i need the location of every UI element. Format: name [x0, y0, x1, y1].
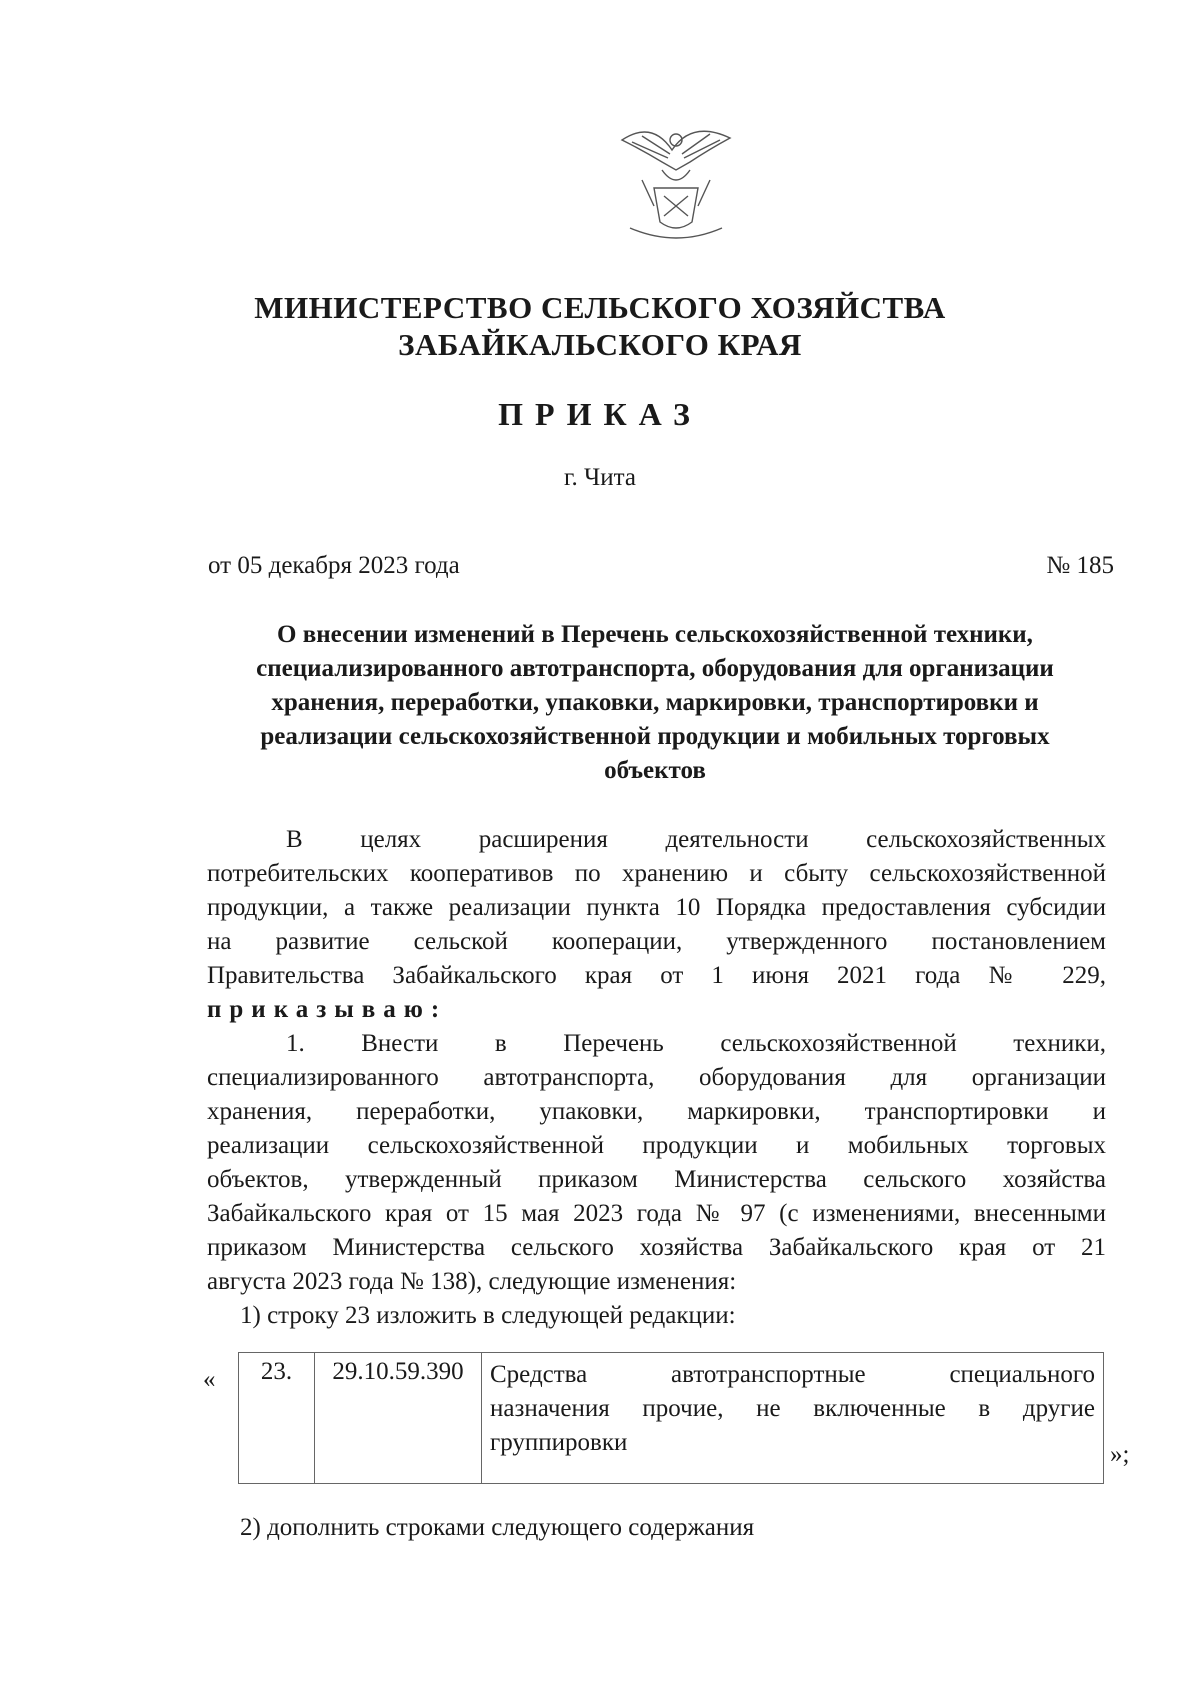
body-line: приказом Министерства сельского хозяйства Забайкальского края от 21: [207, 1234, 1106, 1261]
list-item: 1) строку 23 изложить в следующей редакции:: [240, 1302, 736, 1329]
subject-line: хранения, переработки, упаковки, маркировки, транспортировки и: [271, 689, 1039, 716]
subject-line: специализированного автотранспорта, оборудования для организации: [256, 655, 1054, 682]
subject-line: О внесении изменений в Перечень сельскохозяйственной техники,: [277, 621, 1033, 648]
body-line: специализированного автотранспорта, оборудования для организации: [207, 1064, 1106, 1091]
description-line: назначения прочие, не включенные в другие: [490, 1395, 1095, 1422]
city-label: г. Чита: [564, 464, 636, 491]
body-line: Правительства Забайкальского края от 1 июня 2021 года № 229,: [207, 962, 1106, 989]
document-type-title: ПРИКАЗ: [498, 396, 702, 432]
description-line: группировки: [490, 1429, 628, 1456]
subject-line: реализации сельскохозяйственной продукции и мобильных торговых: [260, 723, 1050, 750]
description-line: Средства автотранспортные специального: [490, 1361, 1095, 1388]
body-line: объектов, утвержденный приказом Министерства сельского хозяйства: [207, 1166, 1106, 1193]
table-row: [239, 1353, 1104, 1484]
ministry-name-line1: МИНИСТЕРСТВО СЕЛЬСКОГО ХОЗЯЙСТВА: [254, 290, 946, 325]
description-cell: [482, 1353, 1104, 1484]
close-quote: »;: [1110, 1441, 1130, 1468]
row-number-cell: 23.: [239, 1353, 315, 1484]
body-line: хранения, переработки, упаковки, маркировки, транспортировки и: [207, 1098, 1106, 1125]
body-line: августа 2023 года № 138), следующие изменения:: [207, 1268, 737, 1295]
body-line: 1. Внести в Перечень сельскохозяйственной техники,: [286, 1030, 1106, 1057]
order-date: от 05 декабря 2023 года: [208, 552, 460, 579]
body-line: Забайкальского края от 15 мая 2023 года № 97 (с изменениями, внесенными: [207, 1200, 1106, 1227]
ministry-name-line2: ЗАБАЙКАЛЬСКОГО КРАЯ: [398, 327, 802, 362]
body-line: продукции, а также реализации пункта 10 Порядка предоставления субсидии: [207, 894, 1106, 921]
body-line: реализации сельскохозяйственной продукции и мобильных торговых: [207, 1132, 1106, 1159]
order-subject: [205, 618, 1105, 788]
amendment-table: [238, 1352, 1104, 1484]
open-quote: «: [203, 1366, 216, 1393]
order-number: № 185: [1046, 552, 1114, 579]
okpd-code-cell: 29.10.59.390: [315, 1353, 482, 1484]
body-line: потребительских кооперативов по хранению и сбыту сельскохозяйственной: [207, 860, 1106, 887]
body-line: В целях расширения деятельности сельскохозяйственных: [286, 826, 1106, 853]
body-line: на развитие сельской кооперации, утвержденного постановлением: [207, 928, 1106, 955]
coat-of-arms-emblem: [612, 110, 740, 252]
list-item: 2) дополнить строками следующего содержания: [240, 1514, 755, 1541]
order-directive: приказываю:: [207, 996, 448, 1023]
subject-line: объектов: [604, 757, 706, 784]
